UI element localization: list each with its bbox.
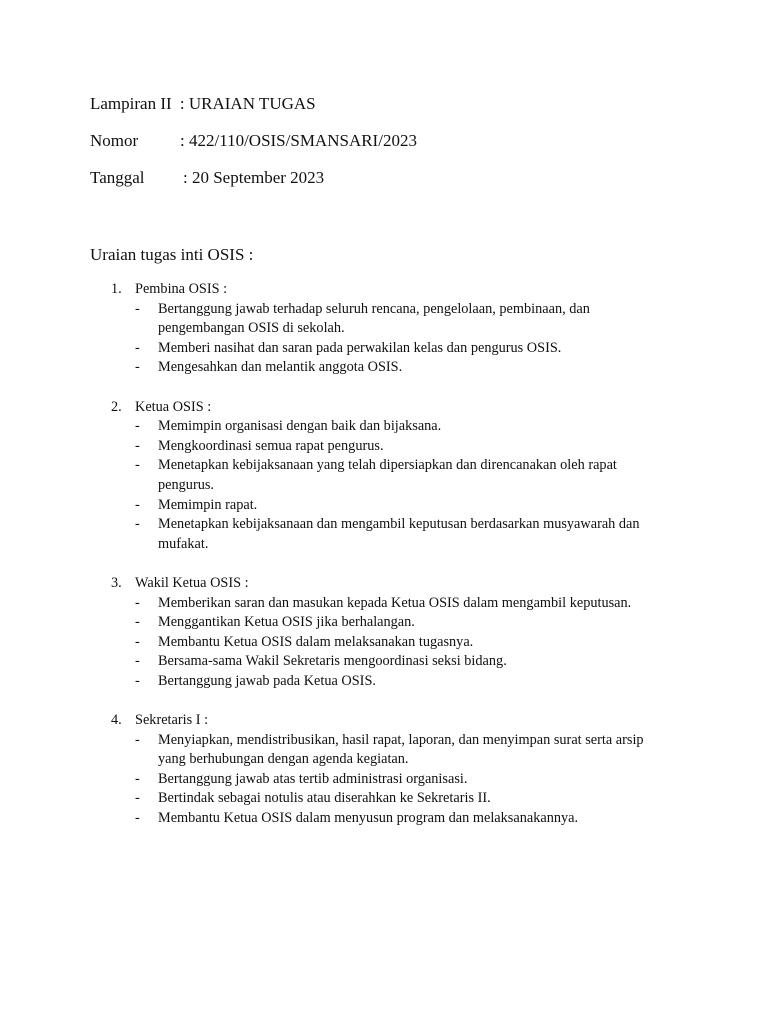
dash-bullet: - [135,633,140,650]
dash-bullet: - [135,790,140,807]
dash-bullet: - [135,653,140,670]
item-text: Memberi nasihat dan saran pada perwakilan kelas dan pengurus OSIS. [158,339,562,356]
section-title [111,574,671,594]
list-item [111,456,671,495]
dash-bullet: - [135,594,140,611]
dash-bullet: - [135,516,140,533]
list-item [111,300,671,339]
tanggal-label: Tanggal [90,168,145,187]
section-number: 1. [111,281,122,297]
dash-bullet: - [135,300,140,317]
section-wakil-ketua [111,574,671,692]
item-text: Memberikan saran dan masukan kepada Ketua OSIS dalam mengambil keputusan. [158,594,632,611]
dash-bullet: - [135,457,140,474]
dash-bullet: - [135,339,140,356]
dash-bullet: - [135,614,140,631]
list-item [111,339,671,359]
item-text: Membantu Ketua OSIS dalam menyusun program dan melaksanakannya. [158,810,579,827]
header-tanggal [90,168,324,188]
list-item [111,809,671,829]
section-number: 3. [111,574,122,591]
item-text: Menetapkan kebijaksanaan yang telah dipersiapkan dan direncanakan oleh rapat pengurus. [158,457,617,493]
dash-bullet: - [135,770,140,787]
header-lampiran [90,94,316,114]
list-item [111,417,671,437]
item-text: Memimpin rapat. [158,496,258,513]
item-text: Bertanggung jawab terhadap seluruh rencana, pengelolaan, pembinaan, dan pengembangan OSIS di sekolah. [158,300,590,337]
list-item [111,633,671,653]
item-text: Menyiapkan, mendistribusikan, hasil rapat, laporan, dan menyimpan surat serta arsip yang berhubungan dengan agenda kegiatan. [158,731,644,768]
section-number: 2. [111,398,122,415]
section-ketua [111,398,671,555]
list-item [111,613,671,633]
dash-bullet: - [135,437,140,454]
dash-bullet: - [135,810,140,827]
nomor-value: : 422/110/OSIS/SMANSARI/2023 [180,131,417,150]
dash-bullet: - [135,359,140,376]
list-item [111,652,671,672]
tanggal-value: : 20 September 2023 [183,168,325,187]
intro-heading: Uraian tugas inti OSIS : [90,245,254,264]
dash-bullet: - [135,418,140,435]
header-nomor [90,131,417,151]
section-title-text: Wakil Ketua OSIS : [135,574,249,591]
list-item [111,672,671,692]
section-title-text: Sekretaris I : [135,712,209,729]
item-text: Bersama-sama Wakil Sekretaris mengoordinasi seksi bidang. [158,653,507,670]
list-item [111,437,671,457]
dash-bullet: - [135,496,140,513]
list-item [111,789,671,809]
list-item [111,594,671,614]
task-list [111,731,671,829]
list-item [111,731,671,770]
item-text: Mengesahkan dan melantik anggota OSIS. [158,359,403,376]
task-sections [111,280,671,848]
nomor-label: Nomor [90,131,139,150]
lampiran-label: Lampiran II [90,94,172,113]
section-title [111,280,671,300]
dash-bullet: - [135,731,140,748]
section-title-text: Ketua OSIS : [135,398,212,415]
task-list [111,594,671,692]
list-item [111,515,671,554]
section-sekretaris [111,711,671,829]
item-text: Memimpin organisasi dengan baik dan bijaksana. [158,418,442,435]
dash-bullet: - [135,672,140,689]
task-list [111,417,671,554]
section-number: 4. [111,712,122,729]
lampiran-value: : URAIAN TUGAS [179,94,316,113]
item-text: Bertanggung jawab pada Ketua OSIS. [158,672,376,689]
section-title-text: Pembina OSIS : [135,281,228,297]
item-text: Membantu Ketua OSIS dalam melaksanakan tugasnya. [158,633,474,650]
section-title [111,711,671,731]
item-text: Mengkoordinasi semua rapat pengurus. [158,437,384,454]
item-text: Menggantikan Ketua OSIS jika berhalangan. [158,614,415,631]
item-text: Bertanggung jawab atas tertib administrasi organisasi. [158,770,468,787]
list-item [111,358,671,378]
list-item [111,770,671,790]
section-pembina [111,280,671,378]
item-text: Menetapkan kebijaksanaan dan mengambil keputusan berdasarkan musyawarah dan mufakat. [158,516,640,552]
item-text: Bertindak sebagai notulis atau diserahkan ke Sekretaris II. [158,790,491,807]
section-title [111,398,671,418]
list-item [111,496,671,516]
task-list [111,300,671,378]
